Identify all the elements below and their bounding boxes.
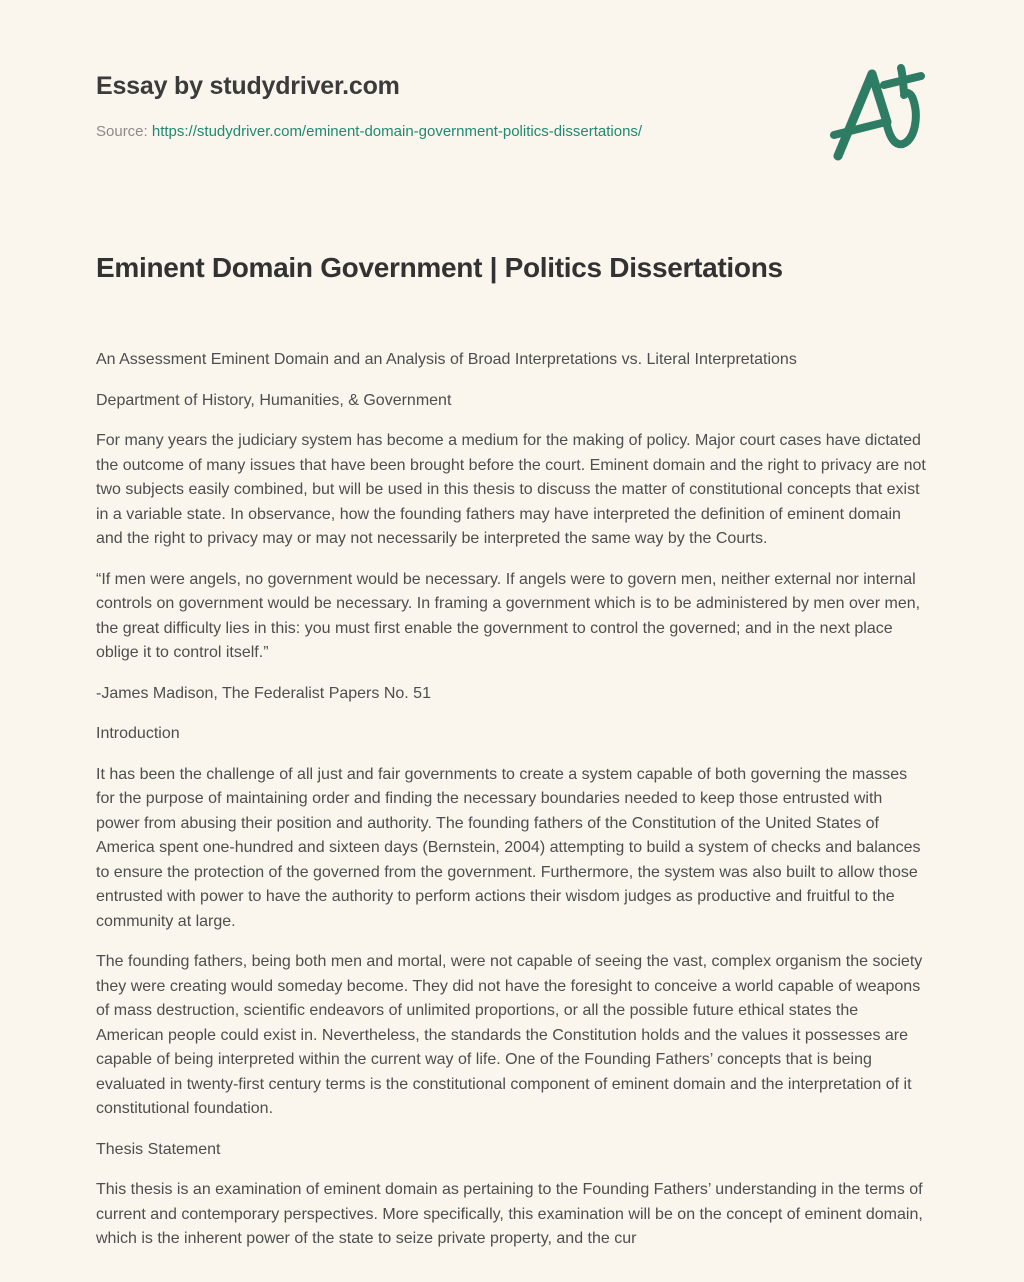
article-paragraph: The founding fathers, being both men and mortal, were not capable of seeing the vast, complex organism the society they were creating would someday become. They did not have the foresight to conceive a world capable of weapons of mass destruction, scientific endeavors of unlimited proportions, or all the possible future ethical states the American people could exist in. Nevertheless, the standards the Constitution holds and the values it possesses are capable of being interpreted within the current way of life. One of the Founding Fathers’ concepts that is being evaluated in twenty-first century terms is the constitutional component of eminent domain and the interpretation of it constitutional foundation.: [96, 953, 923, 1117]
article-paragraph: Introduction: [96, 725, 180, 742]
source-line: [96, 123, 928, 140]
studydriver-a-plus-logo-icon: [824, 64, 928, 164]
article-paragraph: This thesis is an examination of eminent domain as pertaining to the Founding Fathers’ understanding in the terms of current and contemporary perspectives. More specifically, this examination will be on the concept of eminent domain, which is the inherent power of the state to seize private property, and the cur: [96, 1181, 923, 1247]
article-paragraph: Department of History, Humanities, & Government: [96, 391, 452, 409]
source-label: Source:: [96, 123, 148, 140]
article-paragraph: An Assessment Eminent Domain and an Analysis of Broad Interpretations vs. Literal Interpretations: [96, 351, 797, 368]
article-paragraph: -James Madison, The Federalist Papers No. 51: [96, 684, 431, 702]
article-title: Eminent Domain Government | Politics Dissertations: [96, 252, 783, 283]
site-heading: Essay by studydriver.com: [96, 72, 400, 100]
source-url-link[interactable]: https://studydriver.com/eminent-domain-government-politics-dissertations/: [151, 123, 643, 140]
article-paragraph: Thesis Statement: [96, 1140, 221, 1158]
article-paragraph: For many years the judiciary system has become a medium for the making of policy. Major court cases have dictated the outcome of many issues that have been brought before the court. Eminent domain and the right to privacy are not two subjects easily combined, but will be used in this thesis to discuss the matter of constitutional concepts that exist in a variable state. In observance, how the founding fathers may have interpreted the definition of eminent domain and the right to privacy may or may not necessarily be interpreted the same way by the Courts.: [96, 432, 926, 547]
article-paragraph: It has been the challenge of all just and fair governments to create a system capable of both governing the masses for the purpose of maintaining order and finding the necessary boundaries needed to keep those entrusted with power from abusing their position and authority. The founding fathers of the Constitution of the United States of America spent one-hundred and sixteen days (Bernstein, 2004) attempting to build a system of checks and balances to ensure the protection of the governed from the government. Furthermore, the system was also built to allow those entrusted with power to have the authority to perform actions their wisdom judges as productive and fruitful to the community at large.: [96, 765, 921, 930]
article-body: [96, 348, 928, 1252]
article-paragraph: “If men were angels, no government would be necessary. If angels were to govern men, neither external nor internal controls on government would be necessary. In framing a government which is to be administered by men over men, the great difficulty lies in this: you must first enable the government to control the governed; and in the next place oblige it to control itself.”: [96, 570, 921, 661]
